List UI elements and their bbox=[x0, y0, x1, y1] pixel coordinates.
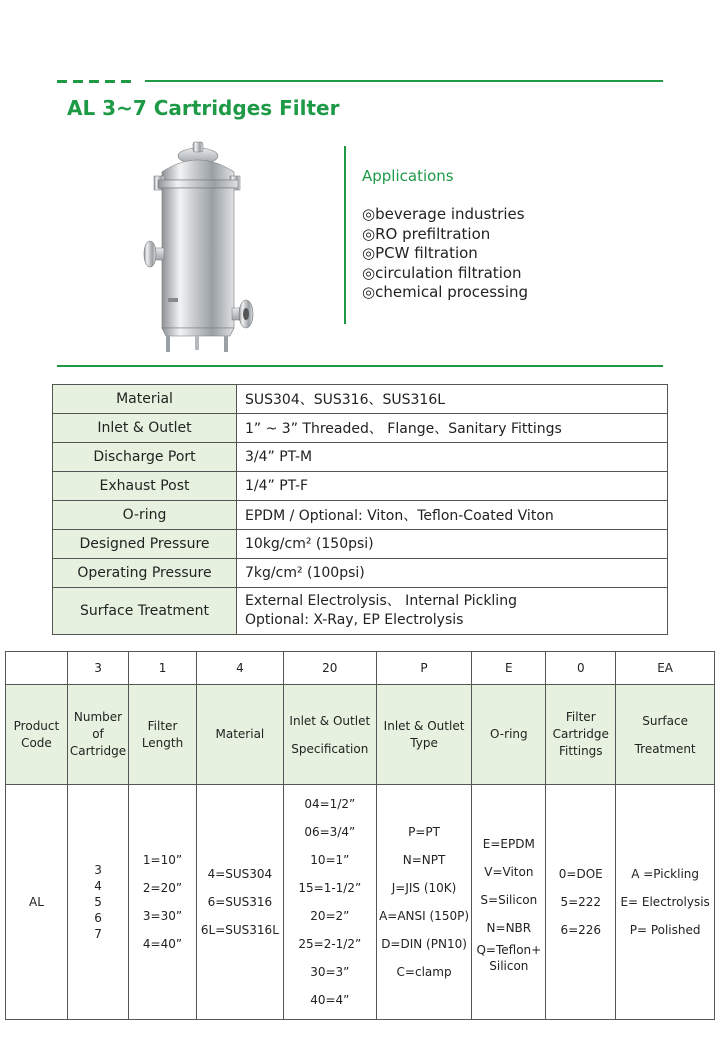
header-line: Inlet & Outlet bbox=[289, 713, 371, 728]
code-cell: EA bbox=[616, 652, 715, 685]
spec-key: Operating Pressure bbox=[53, 559, 237, 588]
code-cell: 3 bbox=[67, 652, 128, 685]
header-line: Number bbox=[73, 710, 123, 724]
cartridge-filter-housing-image bbox=[140, 140, 260, 355]
code-cell: 4 bbox=[196, 652, 283, 685]
spec-key: O-ring bbox=[53, 501, 237, 530]
option-value: 25=2-1/2” bbox=[298, 937, 362, 951]
option-cell bbox=[472, 785, 546, 1020]
option-cell bbox=[616, 785, 715, 1020]
option-value: 2=20” bbox=[142, 881, 183, 895]
spec-value: EPDM / Optional: Viton、Teflon-Coated Viton bbox=[237, 501, 668, 530]
header-line: of bbox=[92, 727, 104, 741]
code-cell: E bbox=[472, 652, 546, 685]
option-value: E=EPDM bbox=[482, 837, 535, 851]
spec-row-designed-pressure bbox=[53, 530, 668, 559]
spec-key: Surface Treatment bbox=[53, 588, 237, 635]
option-value: 30=3” bbox=[310, 965, 350, 979]
option-value: 20=2” bbox=[310, 909, 350, 923]
code-cell bbox=[6, 652, 68, 685]
option-value: 4=SUS304 bbox=[207, 867, 273, 881]
header-row bbox=[6, 685, 715, 785]
option-value: 3 bbox=[94, 863, 102, 877]
option-value: 6 bbox=[94, 911, 102, 925]
option-value: A =Pickling bbox=[631, 867, 700, 881]
spec-row-material bbox=[53, 385, 668, 414]
option-value: AL bbox=[28, 895, 44, 909]
header-line: Product bbox=[13, 718, 60, 733]
option-value: D=DIN (PN10) bbox=[381, 937, 467, 951]
application-item: ◎RO prefiltration bbox=[362, 224, 491, 243]
spec-value: 1” ~ 3” Threaded、 Flange、Sanitary Fittings bbox=[237, 414, 668, 443]
applications-list bbox=[362, 205, 528, 303]
option-value: Silicon bbox=[489, 959, 529, 973]
header-cell bbox=[546, 685, 616, 785]
option-value: V=Viton bbox=[484, 865, 534, 879]
header-line: Filter bbox=[565, 710, 596, 724]
header-line: Specification bbox=[291, 741, 369, 756]
option-cell bbox=[283, 785, 376, 1020]
application-item: ◎circulation filtration bbox=[362, 263, 522, 282]
header-cell bbox=[129, 685, 197, 785]
option-value: J=JIS (10K) bbox=[391, 881, 457, 895]
option-value: 40=4” bbox=[310, 993, 350, 1007]
spec-row-operating-pressure bbox=[53, 559, 668, 588]
spec-key: Material bbox=[53, 385, 237, 414]
header-cell bbox=[472, 685, 546, 785]
top-divider bbox=[57, 80, 663, 83]
header-line: Fittings bbox=[558, 744, 603, 758]
option-value: 1=10” bbox=[142, 853, 183, 867]
option-value: 7 bbox=[94, 927, 102, 941]
spec-key: Exhaust Post bbox=[53, 472, 237, 501]
application-item: ◎beverage industries bbox=[362, 205, 525, 223]
option-value: P=PT bbox=[408, 825, 440, 839]
option-value: E= Electrolysis bbox=[620, 895, 710, 909]
option-value: 10=1” bbox=[310, 853, 350, 867]
header-line: Surface bbox=[642, 713, 688, 728]
spec-row-inlet-outlet bbox=[53, 414, 668, 443]
option-value: N=NBR bbox=[486, 921, 532, 935]
specification-table bbox=[52, 384, 668, 635]
code-cell: 1 bbox=[129, 652, 197, 685]
section-divider bbox=[57, 365, 663, 367]
header-cell bbox=[376, 685, 472, 785]
spec-value-line: External Electrolysis、 Internal Pickling bbox=[245, 593, 517, 609]
option-value: A=ANSI (150P) bbox=[379, 909, 470, 923]
option-value: Q=Teflon+ bbox=[476, 943, 542, 957]
option-row bbox=[6, 785, 715, 1020]
spec-value: 7kg/cm² (100psi) bbox=[237, 559, 668, 588]
option-cell bbox=[196, 785, 283, 1020]
option-value: 5 bbox=[94, 895, 102, 909]
spec-row-discharge-port bbox=[53, 443, 668, 472]
spec-key: Discharge Port bbox=[53, 443, 237, 472]
spec-value: 3/4” PT-M bbox=[237, 443, 668, 472]
option-value: 3=30” bbox=[142, 909, 183, 923]
option-cell bbox=[129, 785, 197, 1020]
header-line: Cartridge bbox=[69, 744, 127, 758]
ordering-code-table bbox=[5, 651, 715, 1020]
spec-key: Inlet & Outlet bbox=[53, 414, 237, 443]
option-value: 04=1/2” bbox=[304, 797, 356, 811]
spec-row-o-ring bbox=[53, 501, 668, 530]
code-row bbox=[6, 652, 715, 685]
spec-row-exhaust-post bbox=[53, 472, 668, 501]
option-cell bbox=[546, 785, 616, 1020]
header-cell bbox=[283, 685, 376, 785]
header-line: Length bbox=[141, 735, 184, 750]
application-item: ◎PCW filtration bbox=[362, 244, 478, 262]
header-line: Inlet & Outlet bbox=[383, 718, 465, 733]
option-value: C=clamp bbox=[396, 965, 452, 979]
header-line: Filter bbox=[147, 718, 178, 733]
spec-row-surface-treatment bbox=[53, 588, 668, 635]
header-cell bbox=[196, 685, 283, 785]
spec-value-line: Optional: X-Ray, EP Electrolysis bbox=[245, 612, 464, 628]
option-value: S=Silicon bbox=[480, 893, 538, 907]
option-value: 4 bbox=[94, 879, 102, 893]
option-value: 5=222 bbox=[560, 895, 602, 909]
spec-value: 10kg/cm² (150psi) bbox=[237, 530, 668, 559]
option-value: 6=226 bbox=[560, 923, 602, 937]
code-cell: P bbox=[376, 652, 472, 685]
option-cell bbox=[6, 785, 68, 1020]
header-line: Type bbox=[410, 735, 438, 750]
option-value: 4=40” bbox=[142, 937, 183, 951]
option-cell bbox=[376, 785, 472, 1020]
application-item: ◎chemical processing bbox=[362, 283, 529, 301]
header-cell bbox=[616, 685, 715, 785]
option-value: 0=DOE bbox=[558, 867, 603, 881]
applications-divider bbox=[344, 146, 346, 324]
spec-value: SUS304、SUS316、SUS316L bbox=[237, 385, 668, 414]
spec-value bbox=[237, 588, 668, 635]
option-value: 6=SUS316 bbox=[207, 895, 273, 909]
code-cell: 0 bbox=[546, 652, 616, 685]
spec-value: 1/4” PT-F bbox=[237, 472, 668, 501]
option-value: N=NPT bbox=[402, 853, 446, 867]
option-cell bbox=[67, 785, 128, 1020]
option-value: P= Polished bbox=[629, 923, 701, 937]
header-line: Cartridge bbox=[552, 727, 609, 741]
option-value: 6L=SUS316L bbox=[200, 923, 279, 937]
header-line: Code bbox=[21, 735, 52, 750]
code-cell: 20 bbox=[283, 652, 376, 685]
header-cell bbox=[67, 685, 128, 785]
header-line: Material bbox=[215, 727, 265, 741]
option-value: 15=1-1/2” bbox=[298, 881, 362, 895]
spec-key: Designed Pressure bbox=[53, 530, 237, 559]
header-line: O-ring bbox=[490, 727, 528, 741]
page-title: AL 3~7 Cartridges Filter bbox=[67, 96, 340, 120]
option-value: 06=3/4” bbox=[304, 825, 356, 839]
applications-title: Applications bbox=[362, 167, 454, 185]
header-line: Treatment bbox=[634, 741, 696, 756]
header-cell bbox=[6, 685, 68, 785]
